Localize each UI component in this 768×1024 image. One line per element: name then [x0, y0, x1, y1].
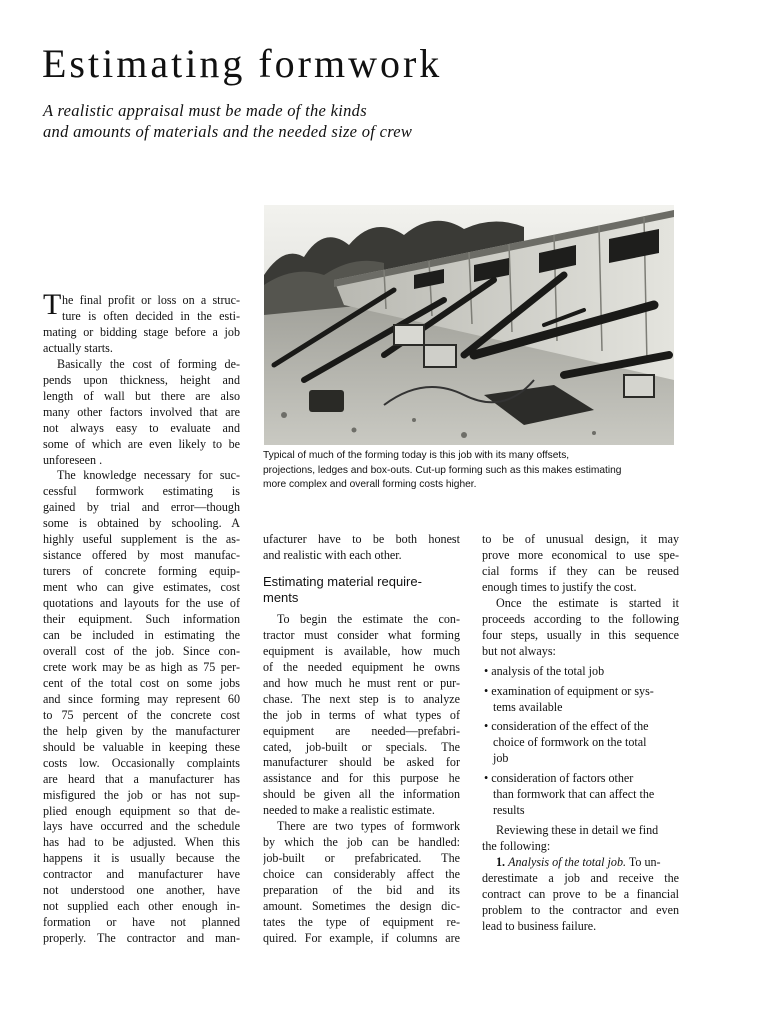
text-line: quotations and layouts for the use of	[43, 596, 240, 611]
bullet-line: tems available	[493, 699, 563, 714]
caption-line: more complex and overall forming costs higher.	[263, 479, 477, 491]
item-number: 1.	[496, 855, 506, 870]
text-line: ment who can give estimates, cost	[43, 580, 240, 595]
text-line: should be valuable in keeping these	[43, 739, 240, 754]
bullet-line: • examination of equipment or sys-	[484, 683, 654, 698]
text-line: he final profit or loss on a struc-	[62, 293, 240, 307]
text-line: not understood one another, have	[43, 883, 240, 898]
text-line: sistance offered by most manufac-	[43, 548, 240, 563]
text-line: needed to make a realistic estimate.	[263, 803, 435, 818]
text-line: To begin the estimate the con-	[277, 611, 460, 626]
text-line: unforeseen .	[43, 452, 103, 467]
text-line: formation or have not planned	[43, 915, 240, 930]
text-line: lays have occurred and the schedule	[43, 819, 240, 834]
text-column-2	[263, 532, 460, 947]
text-line: There are two types of formwork	[277, 819, 460, 834]
text-line: four steps, usually in this sequence	[482, 627, 679, 642]
text-line: some is obtained by schooling. A	[43, 516, 240, 531]
heading-line: Estimating material require-	[263, 573, 422, 589]
text-line: many other factors involved that are	[43, 404, 240, 419]
text-line: of the needed equipment he owns	[263, 659, 460, 674]
numbered-item-line	[482, 855, 679, 871]
bullet-line: than formwork that can affect the	[493, 787, 655, 802]
text-line: tates the type of equipment re-	[263, 915, 460, 930]
text-column-3	[482, 532, 679, 935]
text-column-1	[43, 293, 240, 947]
bullet-line: results	[493, 803, 525, 818]
heading-line: ments	[263, 589, 299, 605]
text-line: preparation of the bid and its	[263, 883, 460, 898]
bullet-item	[482, 684, 679, 716]
article-subtitle	[43, 100, 733, 142]
text-line: the following:	[482, 839, 551, 854]
text-line: to 75 percent of the concrete cost	[43, 707, 240, 722]
bullet-line: • consideration of factors other	[484, 771, 634, 786]
bullet-line: • analysis of the total job	[484, 663, 605, 678]
text-line: prove more economical to use spe-	[482, 547, 679, 562]
text-line: contractor and manufacturer have	[43, 867, 240, 882]
text-line: costs low. Occasionally complaints	[43, 755, 240, 770]
photo-caption	[263, 449, 683, 493]
text-line: length of wall but there are also	[43, 388, 240, 403]
text-line: equipment are needed—prefabri-	[263, 723, 460, 738]
text-line: and realistic with each other.	[263, 547, 402, 562]
bullet-item	[482, 771, 679, 819]
text-line: cated, job-built or specials. The	[263, 739, 460, 754]
text-line: tractor must consider what forming	[263, 627, 460, 642]
subtitle-line: and amounts of materials and the needed size of crew	[43, 122, 413, 141]
text-line: amount. Sometimes the design dic-	[263, 899, 460, 914]
bullet-item	[482, 719, 679, 767]
text-line: lead to business failure.	[482, 918, 597, 933]
text-line: chase. The next step is to analyze	[263, 691, 460, 706]
text-line: cent of the total cost on some jobs	[43, 675, 240, 690]
text-line: but not always:	[482, 643, 556, 658]
text-line: ufacturer have to be both honest	[263, 532, 460, 546]
text-line: and how much he must rent or pur-	[263, 675, 460, 690]
text-line: crete work may be as high as 75 per-	[43, 659, 240, 674]
text-line: and since forming may represent 60	[43, 691, 240, 706]
text-line: Once the estimate is started it	[496, 595, 679, 610]
bullet-item	[482, 664, 679, 680]
text-line: actually starts.	[43, 340, 113, 355]
text-line: turers of concrete forming equip-	[43, 564, 240, 579]
text-line: highly useful supplement is the as-	[43, 532, 240, 547]
text-line: can be included in estimating the	[43, 628, 240, 643]
text-line: their equipment. Such information	[43, 612, 240, 627]
text-line: should be given all the information	[263, 787, 460, 802]
construction-site-photo	[264, 205, 674, 445]
text-line: cessful formwork estimating is	[43, 484, 240, 499]
text-line: mating or bidding stage before a job	[43, 324, 240, 339]
section-heading	[263, 574, 460, 606]
drop-cap: T	[43, 288, 62, 321]
text-line: The knowledge necessary for suc-	[57, 468, 240, 483]
bullet-line: choice of formwork on the total	[493, 735, 647, 750]
text-line: overall cost of the job. Since con-	[43, 643, 240, 658]
text-line: equipment is available, how much	[263, 643, 460, 658]
text-line: Basically the cost of forming de-	[57, 356, 240, 371]
subtitle-line: A realistic appraisal must be made of the kinds	[43, 101, 367, 120]
text-line: to be of unusual design, it may	[482, 532, 679, 546]
text-line: happens it is usually because the	[43, 851, 240, 866]
text-line: the help given by the manufacturer	[43, 723, 240, 738]
text-line: job-built or prefabricated. The	[263, 851, 460, 866]
text-line: the job in terms of what types of	[263, 707, 460, 722]
bullet-line: • consideration of the effect of the	[484, 719, 649, 734]
text-line: has had to be adjusted. When this	[43, 835, 240, 850]
text-line: properly. The contractor and man-	[43, 931, 240, 946]
text-line: pends upon thickness, height and	[43, 372, 240, 387]
text-line: ture is often decided in the esti-	[62, 308, 240, 323]
text-line: not supplied each other enough in-	[43, 899, 240, 914]
text-line: some of which are even likely to be	[43, 436, 240, 451]
text-line: enough times to justify the cost.	[482, 579, 637, 594]
text-line: manufacturer should be asked for	[263, 755, 460, 770]
text-line: proceeds according to the following	[482, 611, 679, 626]
text-line: problem to the contractor and even	[482, 902, 679, 917]
text-line: cial forms if they can be reused	[482, 563, 679, 578]
item-text: To un-	[626, 855, 661, 870]
caption-line: projections, ledges and box-outs. Cut-up forming such as this makes estimating	[263, 464, 622, 476]
article-title: Estimating formwork	[42, 41, 443, 86]
text-line: not always easy to evaluate and	[43, 420, 240, 435]
text-line: quired. For example, if columns are	[263, 930, 460, 945]
bullet-line: job	[493, 751, 509, 766]
text-line: choice can considerably affect the	[263, 867, 460, 882]
text-line: gained by trial and error—though	[43, 500, 240, 515]
caption-line: Typical of much of the forming today is this job with its many offsets,	[263, 450, 570, 461]
item-title: Analysis of the total job.	[508, 855, 627, 870]
text-line: by which the job can be handled:	[263, 835, 460, 850]
text-line: assistance and for this purpose he	[263, 771, 460, 786]
text-line: are heard that a manufacturer has	[43, 771, 240, 786]
text-line: derestimate a job and receive the	[482, 871, 679, 886]
text-line: contract can prove to be a financial	[482, 887, 679, 902]
text-line: plied enough equipment so that de-	[43, 803, 240, 818]
text-line: misfigured the job or has not sup-	[43, 787, 240, 802]
text-line: Reviewing these in detail we find	[496, 823, 659, 838]
